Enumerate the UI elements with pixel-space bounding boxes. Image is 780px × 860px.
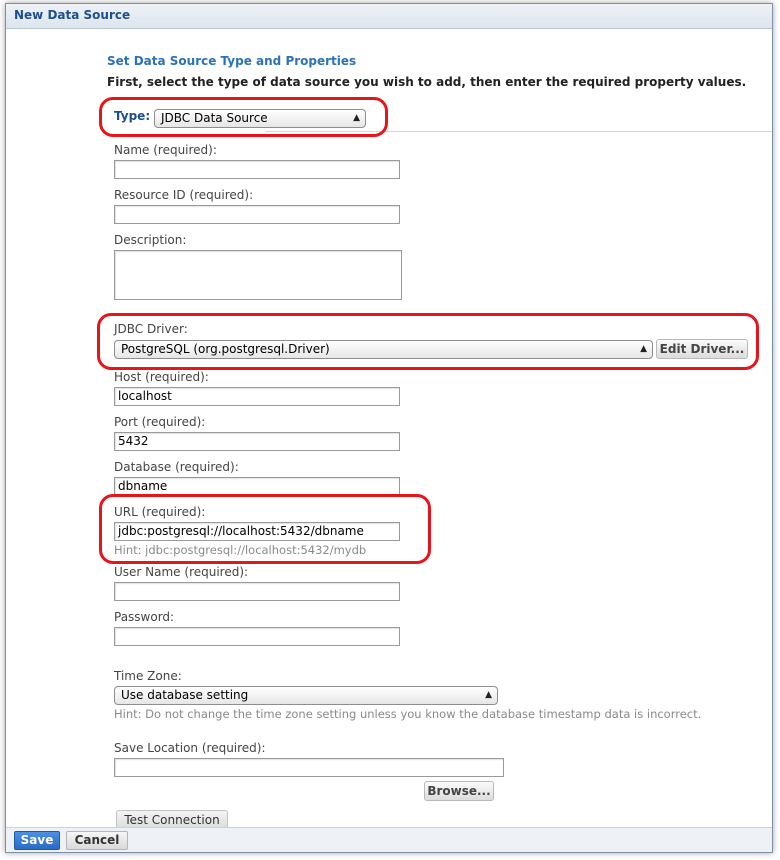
type-select[interactable] — [154, 109, 366, 128]
name-label: Name (required): — [114, 143, 217, 157]
save-location-input[interactable] — [114, 758, 504, 777]
port-input[interactable]: 5432 — [114, 432, 400, 451]
host-input[interactable]: localhost — [114, 387, 400, 406]
url-input[interactable]: jdbc:postgresql://localhost:5432/dbname — [114, 522, 400, 541]
time-zone-hint: Hint: Do not change the time zone setting unless you know the database timestamp data is incorrect. — [114, 707, 702, 721]
database-label: Database (required): — [114, 460, 239, 474]
resource-id-input[interactable] — [114, 205, 400, 224]
jdbc-driver-label: JDBC Driver: — [114, 322, 188, 336]
description-label: Description: — [114, 233, 187, 247]
title-bar — [6, 4, 772, 29]
browse-button[interactable]: Browse... — [424, 781, 494, 801]
url-hint: Hint: jdbc:postgresql://localhost:5432/mydb — [114, 543, 367, 557]
section-heading: Set Data Source Type and Properties — [107, 54, 357, 68]
name-input[interactable] — [114, 160, 400, 179]
new-data-source-window — [5, 3, 773, 853]
footer-bar — [6, 827, 772, 852]
save-button[interactable]: Save — [14, 831, 60, 850]
password-input[interactable] — [114, 627, 400, 646]
type-label: Type: — [114, 109, 151, 123]
jdbc-driver-select[interactable] — [114, 340, 653, 359]
password-label: Password: — [114, 610, 175, 624]
divider — [266, 131, 772, 132]
host-label: Host (required): — [114, 370, 209, 384]
url-label: URL (required): — [114, 505, 206, 519]
time-zone-select[interactable] — [114, 686, 498, 705]
type-select-value: JDBC Data Source — [161, 111, 268, 125]
jdbc-driver-select-value: PostgreSQL (org.postgresql.Driver) — [121, 342, 330, 356]
updown-arrows-icon: ▲ — [640, 344, 647, 354]
save-location-label: Save Location (required): — [114, 741, 266, 755]
window-title: New Data Source — [14, 8, 131, 22]
updown-arrows-icon: ▲ — [353, 113, 360, 123]
edit-driver-button[interactable]: Edit Driver... — [656, 339, 748, 359]
user-name-input[interactable] — [114, 582, 400, 601]
description-textarea[interactable] — [114, 250, 402, 300]
cancel-button[interactable]: Cancel — [66, 831, 128, 850]
test-connection-button[interactable]: Test Connection — [116, 810, 228, 829]
updown-arrows-icon: ▲ — [485, 690, 492, 700]
database-input[interactable]: dbname — [114, 477, 400, 496]
section-instructions: First, select the type of data source you wish to add, then enter the required property values. — [107, 75, 747, 89]
resource-id-label: Resource ID (required): — [114, 188, 254, 202]
port-label: Port (required): — [114, 415, 206, 429]
user-name-label: User Name (required): — [114, 565, 249, 579]
time-zone-select-value: Use database setting — [121, 688, 249, 702]
time-zone-label: Time Zone: — [114, 669, 182, 683]
